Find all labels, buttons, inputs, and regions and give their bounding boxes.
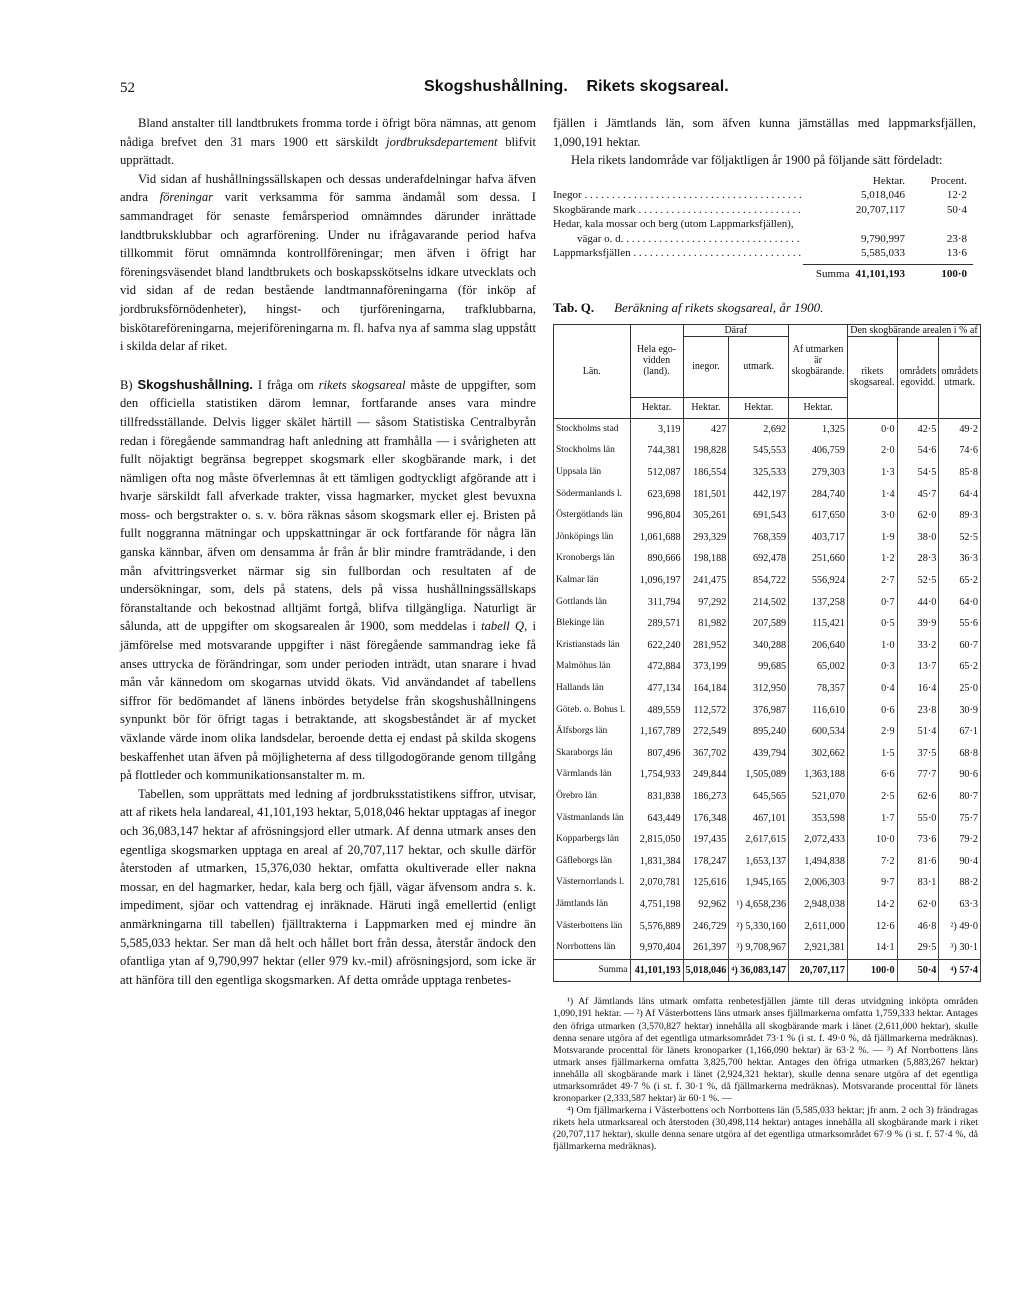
cell-value: 692,478 xyxy=(729,548,789,570)
cell-value: 289,571 xyxy=(630,613,683,635)
cell-value: 137,258 xyxy=(789,592,848,614)
dist-row: Inegor . . . 5,018,046 12·2 xyxy=(553,188,973,203)
county-name: Västmanlands län xyxy=(554,808,631,830)
unit-label: Hektar. xyxy=(729,397,789,418)
dist-row: Lappmarksfjällen . . . 5,585,033 13·6 xyxy=(553,246,973,261)
table-row xyxy=(554,527,981,549)
table-row xyxy=(554,808,981,830)
table-row xyxy=(554,505,981,527)
table-row xyxy=(554,700,981,722)
cell-value: 305,261 xyxy=(683,505,729,527)
cell-value: 89·3 xyxy=(939,505,981,527)
cell-value: 80·7 xyxy=(939,786,981,808)
cell-value: 14·1 xyxy=(847,937,897,959)
table-body xyxy=(554,418,981,981)
cell-value: 1,363,188 xyxy=(789,764,848,786)
cell-value: 1,096,197 xyxy=(630,570,683,592)
header-inegor: inegor. xyxy=(683,336,729,397)
cell-value: 2,617,615 xyxy=(729,829,789,851)
cell-value: 556,924 xyxy=(789,570,848,592)
cell-value: 367,702 xyxy=(683,743,729,765)
cell-value: 9·7 xyxy=(847,872,897,894)
cell-value: 198,828 xyxy=(683,440,729,462)
cell-value: 1·2 xyxy=(847,548,897,570)
cell-value: 81·6 xyxy=(897,851,939,873)
cell-value: 30·9 xyxy=(939,700,981,722)
cell-value: 1·7 xyxy=(847,808,897,830)
county-name: Kronobergs län xyxy=(554,548,631,570)
cell-value: 0·3 xyxy=(847,656,897,678)
paragraph: fjällen i Jämtlands län, som äfven kunna jämställas med lappmarksfjällen, 1,090,191 hektar. xyxy=(553,116,976,149)
cell-value: 65·2 xyxy=(939,570,981,592)
unit-label: Hektar. xyxy=(789,397,848,418)
cell-value: 467,101 xyxy=(729,808,789,830)
cell-value: 45·7 xyxy=(897,484,939,506)
cell-value: 88·2 xyxy=(939,872,981,894)
paragraph: Bland anstalter till landtbrukets fromma torde i öfrigt böra nämnas, att genom nådiga brefvet den 31 mars 1900 ett särskildt jordbruksdepartement blifvit upprättadt. xyxy=(120,116,537,168)
cell-value: 63·3 xyxy=(939,894,981,916)
cell-value: 77·7 xyxy=(897,764,939,786)
table-caption: Beräkning af rikets skogsareal, år 1900. xyxy=(614,300,824,316)
table-row xyxy=(554,764,981,786)
cell-value: 207,589 xyxy=(729,613,789,635)
running-head xyxy=(424,78,743,96)
cell-value: 744,381 xyxy=(630,440,683,462)
cell-value: 90·4 xyxy=(939,851,981,873)
paragraph: Vid sidan af hushållningssällskapen och dessas underafdelningar hafva äfven andra föreningar varit verksamma för samma ändamål som dessa. I sammandraget för senaste femårsperiod omnämndes därunder inrättade landtbruksklubbar och agrarförening. Under nu ifrågavarande period hafva tillkommit förut omnämnda kontrollföreningar; men äfven i öfrigt har föreningsväsendet bland landtbrukets och boskapsskötselns idkare utvecklats och vid sidan af de redan bestående landtmannaföreningarna (för inköp af jordbruksförnödenheter), hingst- och tjurföreningarna, trafklubbarna, biskötareföreningarna, mejeriföreningarna m. fl. hafva nya af samma slag uppstått i skilda delar af riket. xyxy=(120,171,536,354)
sum-row xyxy=(554,959,981,982)
sum-value: 20,707,117 xyxy=(789,959,848,982)
cell-value: 3,119 xyxy=(630,418,683,440)
cell-value: 623,698 xyxy=(630,484,683,506)
cell-value: 261,397 xyxy=(683,937,729,959)
county-name: Norrbottens län xyxy=(554,937,631,959)
cell-value: 85·8 xyxy=(939,462,981,484)
cell-value: 81,982 xyxy=(683,613,729,635)
cell-value: 2·9 xyxy=(847,721,897,743)
header-omradets-utmark: områdets utmark. xyxy=(939,336,981,418)
cell-value: 2,921,381 xyxy=(789,937,848,959)
cell-value: 768,359 xyxy=(729,527,789,549)
table-label: Tab. Q. xyxy=(553,300,595,316)
county-name: Södermanlands l. xyxy=(554,484,631,506)
county-name: Göteb. o. Bohus l. xyxy=(554,700,631,722)
cell-value: 521,070 xyxy=(789,786,848,808)
county-name: Västernorrlands l. xyxy=(554,872,631,894)
cell-value: 284,740 xyxy=(789,484,848,506)
cell-value: 251,660 xyxy=(789,548,848,570)
cell-value: 74·6 xyxy=(939,440,981,462)
cell-value: 311,794 xyxy=(630,592,683,614)
cell-value: 831,838 xyxy=(630,786,683,808)
cell-value: 340,288 xyxy=(729,635,789,657)
county-name: Hallands län xyxy=(554,678,631,700)
dist-row: Skogbärande mark . . . 20,707,117 50·4 xyxy=(553,203,973,218)
cell-value: 1,831,384 xyxy=(630,851,683,873)
county-name: Kalmar län xyxy=(554,570,631,592)
cell-value: 90·6 xyxy=(939,764,981,786)
cell-value: 52·5 xyxy=(897,570,939,592)
unit-label: Hektar. xyxy=(683,397,729,418)
cell-value: 439,794 xyxy=(729,743,789,765)
table-row xyxy=(554,418,981,440)
table-row xyxy=(554,743,981,765)
cell-value: 46·8 xyxy=(897,916,939,938)
cell-value: 176,348 xyxy=(683,808,729,830)
cell-value: 279,303 xyxy=(789,462,848,484)
cell-value: 0·6 xyxy=(847,700,897,722)
cell-value: 55·6 xyxy=(939,613,981,635)
cell-value: 2,692 xyxy=(729,418,789,440)
cell-value: 241,475 xyxy=(683,570,729,592)
cell-value: 97,292 xyxy=(683,592,729,614)
cell-value: 1·3 xyxy=(847,462,897,484)
table-row xyxy=(554,851,981,873)
cell-value: 890,666 xyxy=(630,548,683,570)
cell-value: 186,554 xyxy=(683,462,729,484)
cell-value: 312,950 xyxy=(729,678,789,700)
table-row xyxy=(554,786,981,808)
cell-value: 44·0 xyxy=(897,592,939,614)
cell-value: 68·8 xyxy=(939,743,981,765)
footnote: ⁴) Om fjällmarkerna i Västerbottens och Norrbottens län (5,585,033 hektar; jfr anm. 2 och 3) frändragas rikets hela utmarksareal och återstoden (30,498,114 hektar) antages innehålla all skogbärande mark i riket (20,707,117 hektar), skulle denna senare utgöra af det egentliga utmarksområdet 67·9 % (i st. f. 57·4 %, då fjällmarkerna medräknas). xyxy=(553,1105,978,1153)
cell-value: 54·5 xyxy=(897,462,939,484)
cell-value: 472,884 xyxy=(630,656,683,678)
county-name: Stockholms stad xyxy=(554,418,631,440)
cell-value: 2·5 xyxy=(847,786,897,808)
cell-value: 62·0 xyxy=(897,505,939,527)
cell-value: 65,002 xyxy=(789,656,848,678)
paragraph: Tabellen, som upprättats med ledning af jordbruksstatistikens siffror, utvisar, att af rikets hela landareal, 41,101,193 hektar, 5,018,046 hektar upptagas af inegor och 36,083,147 hektar af afrösningsjord eller utmark. Af denna utmark anses den egentliga skogsmarken upptaga en areal af 20,707,117 hektar, och skulle därför återstoden af utmarken, 15,376,030 hektar, omfatta okultiverade eller nakna mossar, en del hagmarker, hedar, kala berg och fjäll, vägar äfvensom andra s. k. impediment, sjöar och vattendrag ej inräknade. Häruti ingå emellertid (enligt anmärkningarna till tabellen) fjälltrakterna i Lappmarken med ej mindre än 5,585,033 hektar. Ser man då helt och hållet bort från dessa, återstår ändock den ofantliga ytan af 9,790,997 hektar (eller 979 kv.-mil) afrösningsjord, som icke är att hänföra till den egentliga skogsmarken. Af detta område upptaga renbetes- xyxy=(120,786,536,987)
county-name: Värmlands län xyxy=(554,764,631,786)
cell-value: 13·7 xyxy=(897,656,939,678)
cell-value: 1,653,137 xyxy=(729,851,789,873)
county-name: Malmöhus län xyxy=(554,656,631,678)
cell-value: 996,804 xyxy=(630,505,683,527)
cell-value: 645,565 xyxy=(729,786,789,808)
dist-sum-row: Summa 41,101,193 100·0 xyxy=(803,264,973,282)
cell-value: 617,650 xyxy=(789,505,848,527)
cell-value: 403,717 xyxy=(789,527,848,549)
cell-value: ²) 5,330,160 xyxy=(729,916,789,938)
sum-value: 41,101,193 xyxy=(630,959,683,982)
cell-value: 2,072,433 xyxy=(789,829,848,851)
section-label: B) xyxy=(120,377,133,392)
county-name: Gottlands län xyxy=(554,592,631,614)
table-row xyxy=(554,613,981,635)
cell-value: 600,534 xyxy=(789,721,848,743)
cell-value: 9,970,404 xyxy=(630,937,683,959)
cell-value: 115,421 xyxy=(789,613,848,635)
cell-value: ¹) 4,658,236 xyxy=(729,894,789,916)
cell-value: 23·8 xyxy=(897,700,939,722)
sum-value: ⁴) 57·4 xyxy=(939,959,981,982)
cell-value: 214,502 xyxy=(729,592,789,614)
cell-value: 186,273 xyxy=(683,786,729,808)
header-lan: Län. xyxy=(554,324,631,418)
page-number: 52 xyxy=(120,80,135,96)
county-name: Örebro län xyxy=(554,786,631,808)
county-name: Jönköpings län xyxy=(554,527,631,549)
table-row xyxy=(554,462,981,484)
county-name: Kristianstads län xyxy=(554,635,631,657)
cell-value: 42·5 xyxy=(897,418,939,440)
county-name: Stockholms län xyxy=(554,440,631,462)
cell-value: 1,754,933 xyxy=(630,764,683,786)
cell-value: 2·0 xyxy=(847,440,897,462)
cell-value: 25·0 xyxy=(939,678,981,700)
cell-value: 62·0 xyxy=(897,894,939,916)
dist-row: vägar o. d. . . . 9,790,997 23·8 xyxy=(553,232,973,247)
cell-value: 643,449 xyxy=(630,808,683,830)
cell-value: 65·2 xyxy=(939,656,981,678)
cell-value: 1,494,838 xyxy=(789,851,848,873)
header-daraf: Däraf xyxy=(683,324,789,336)
cell-value: 112,572 xyxy=(683,700,729,722)
section-title: Skogshushållning. xyxy=(137,376,254,392)
cell-value: 39·9 xyxy=(897,613,939,635)
county-name: Gäfleborgs län xyxy=(554,851,631,873)
table-row xyxy=(554,548,981,570)
cell-value: 0·7 xyxy=(847,592,897,614)
table-row xyxy=(554,440,981,462)
footnote: ¹) Af Jämtlands läns utmark omfatta renbetesfjällen jämte till deras utvidgning inköpta områden 1,090,191 hektar. — ²) Af Västerbottens läns utmark anses fjällmarkerna omfatta 1,759,333 hektar. Antages den öfriga utmarken (3,570,827 hektar) innehålla all skogbärande mark i länet (2,611,000 hektar), skulle denna senare utgöra af det egentliga utmarksområdet 73·1 % (i st. f. 49·0 %, då fjällmarkerna medräknas). Motsvarande procenttal för länets kronoparker (1,166,090 hektar) är 63·2 %. — ³) Af Norrbottens läns utmark anses fjällmarkerna omfatta 3,825,700 hektar. Antages den öfriga utmarken (5,883,267 hektar) innehålla all skogbärande mark i länet (2,924,321 hektar), skulle denna senare utgöra af det egentliga utmarksområdet 49·7 % (i st. f. 30·1 %, då fjällmarkerna medräknas). Motsvarande procenttal för länets kronoparker (2,333,587 hektar) är 60·1 %. — xyxy=(553,996,978,1105)
cell-value: 854,722 xyxy=(729,570,789,592)
paragraph: Hela rikets landområde var följaktligen år 1900 på följande sätt fördeladt: xyxy=(571,153,943,168)
cell-value: 64·0 xyxy=(939,592,981,614)
cell-value: 246,729 xyxy=(683,916,729,938)
table-row xyxy=(554,592,981,614)
table-row xyxy=(554,678,981,700)
table-row xyxy=(554,894,981,916)
cell-value: 12·6 xyxy=(847,916,897,938)
cell-value: 125,616 xyxy=(683,872,729,894)
cell-value: 2,815,050 xyxy=(630,829,683,851)
cell-value: 1·4 xyxy=(847,484,897,506)
cell-value: 1·9 xyxy=(847,527,897,549)
cell-value: 0·4 xyxy=(847,678,897,700)
cell-value: 1,167,789 xyxy=(630,721,683,743)
left-column xyxy=(120,114,536,989)
skogsareal-table xyxy=(553,324,981,982)
header-hela-egovidden: Hela ego-vidden (land). xyxy=(630,324,683,397)
cell-value: 2·7 xyxy=(847,570,897,592)
cell-value: 36·3 xyxy=(939,548,981,570)
table-row xyxy=(554,656,981,678)
cell-value: 178,247 xyxy=(683,851,729,873)
table-row xyxy=(554,937,981,959)
cell-value: 2,070,781 xyxy=(630,872,683,894)
cell-value: 691,543 xyxy=(729,505,789,527)
cell-value: 489,559 xyxy=(630,700,683,722)
cell-value: 198,188 xyxy=(683,548,729,570)
cell-value: 5,576,889 xyxy=(630,916,683,938)
col-procent: Procent. xyxy=(930,174,967,187)
cell-value: 7·2 xyxy=(847,851,897,873)
cell-value: 807,496 xyxy=(630,743,683,765)
cell-value: 83·1 xyxy=(897,872,939,894)
cell-value: 49·2 xyxy=(939,418,981,440)
county-name: Östergötlands län xyxy=(554,505,631,527)
cell-value: 55·0 xyxy=(897,808,939,830)
dist-row: Hedar, kala mossar och berg (utom Lappmarksfjällen), xyxy=(553,218,794,231)
section-paragraph: B) Skogshushållning. I fråga om rikets skogsareal måste de uppgifter, som den officiella statistiken därom lemnar, fortfarande anses vara mindre tillfredsställande. Delvis ligger skälet härtill — såsom Statistiska Centralbyrån redan i föregående sammandrag haft anledning att framhålla — i svårigheten att fullt nöjaktigt begränsa begreppet skogsmark eller skogbärande mark, i det nämligen ofta nog måste öfverlemnas åt ett tämligen godtyckligt afgörande att i hvarje särskildt fall afverkade trakter, vissa hagmarker, mycket glest bevuxna moss- och bergstrakter o. s. v. böra räknas såsom skogsmark eller ej. Bristen på fullt noggranna mätningar och uppskattningar är ock fortfarande för några län ganska kännbar, äfven om densamma år från år blir mindre framträdande, i den mån afvittringsverket närmar sig sin fullbordan och resultaten af de undersökningar, som, dels på statens, dels på vissa hushållningssällskaps föranstaltande och bekostnad alltjämt fortgå, blifva tillgängliga. Naturligt är sålunda, att de uppgifter om skogsarealen år 1900, som meddelas i tabell Q, i jämförelse med motsvarande uppgifter i näst föregående sammandrag ieke få anses uttrycka de förändringar, som under perioden inträdt, utan snarare i hvad mån vår kännedom om skogarnas utvidd ökats. Vid användandet af tabellens siffror för bedömandet af länens inbördes betydelse från skogshushållningens synpunkt bör för öfrigt tagas i betraktande, att skogsbeståndet är af mycket växlande värde inom olika landsdelar, beroende detta ej endast på skilda skogens beskaffenhet utan äfven på möjligheterna af dess tillgodogörande genom tillgång på flottleder och kommunikationsanstalter m. m. xyxy=(120,376,537,783)
table-row xyxy=(554,872,981,894)
cell-value: 62·6 xyxy=(897,786,939,808)
cell-value: 2,611,000 xyxy=(789,916,848,938)
cell-value: 181,501 xyxy=(683,484,729,506)
sum-label: Summa xyxy=(554,959,631,982)
table-title xyxy=(553,299,976,318)
cell-value: 325,533 xyxy=(729,462,789,484)
cell-value: 1,505,089 xyxy=(729,764,789,786)
cell-value: 1·0 xyxy=(847,635,897,657)
cell-value: 37·5 xyxy=(897,743,939,765)
header-utmark: utmark. xyxy=(729,336,789,397)
running-head-right: Rikets skogsareal. xyxy=(586,78,729,95)
cell-value: 92,962 xyxy=(683,894,729,916)
table-row xyxy=(554,635,981,657)
cell-value: ³) 30·1 xyxy=(939,937,981,959)
cell-value: 28·3 xyxy=(897,548,939,570)
cell-value: 272,549 xyxy=(683,721,729,743)
cell-value: ²) 49·0 xyxy=(939,916,981,938)
cell-value: ³) 9,708,967 xyxy=(729,937,789,959)
county-name: Skaraborgs län xyxy=(554,743,631,765)
cell-value: 249,844 xyxy=(683,764,729,786)
county-name: Jämtlands län xyxy=(554,894,631,916)
cell-value: 1,945,165 xyxy=(729,872,789,894)
county-name: Kopparbergs län xyxy=(554,829,631,851)
table-row xyxy=(554,829,981,851)
header-rikets: rikets skogsareal. xyxy=(847,336,897,418)
cell-value: 406,759 xyxy=(789,440,848,462)
cell-value: 1·5 xyxy=(847,743,897,765)
cell-value: 545,553 xyxy=(729,440,789,462)
footnotes xyxy=(553,996,978,1153)
cell-value: 54·6 xyxy=(897,440,939,462)
cell-value: 376,987 xyxy=(729,700,789,722)
table-row xyxy=(554,916,981,938)
county-name: Älfsborgs län xyxy=(554,721,631,743)
cell-value: 16·4 xyxy=(897,678,939,700)
sum-value: 100·0 xyxy=(847,959,897,982)
sum-value: 5,018,046 xyxy=(683,959,729,982)
cell-value: 99,685 xyxy=(729,656,789,678)
table-row xyxy=(554,484,981,506)
cell-value: 2,006,303 xyxy=(789,872,848,894)
cell-value: 38·0 xyxy=(897,527,939,549)
cell-value: 373,199 xyxy=(683,656,729,678)
cell-value: 116,610 xyxy=(789,700,848,722)
table-row xyxy=(554,570,981,592)
cell-value: 0·5 xyxy=(847,613,897,635)
cell-value: 0·0 xyxy=(847,418,897,440)
cell-value: 427 xyxy=(683,418,729,440)
cell-value: 293,329 xyxy=(683,527,729,549)
county-name: Blekinge län xyxy=(554,613,631,635)
cell-value: 29·5 xyxy=(897,937,939,959)
cell-value: 442,197 xyxy=(729,484,789,506)
cell-value: 78,357 xyxy=(789,678,848,700)
county-name: Västerbottens län xyxy=(554,916,631,938)
cell-value: 1,061,688 xyxy=(630,527,683,549)
cell-value: 3·0 xyxy=(847,505,897,527)
cell-value: 2,948,038 xyxy=(789,894,848,916)
cell-value: 10·0 xyxy=(847,829,897,851)
table-row xyxy=(554,721,981,743)
cell-value: 512,087 xyxy=(630,462,683,484)
cell-value: 73·6 xyxy=(897,829,939,851)
cell-value: 164,184 xyxy=(683,678,729,700)
cell-value: 895,240 xyxy=(729,721,789,743)
county-name: Uppsala län xyxy=(554,462,631,484)
distribution-table xyxy=(553,174,973,282)
cell-value: 622,240 xyxy=(630,635,683,657)
cell-value: 353,598 xyxy=(789,808,848,830)
cell-value: 4,751,198 xyxy=(630,894,683,916)
cell-value: 33·2 xyxy=(897,635,939,657)
cell-value: 75·7 xyxy=(939,808,981,830)
header-af-utmarken: Af utmarken är skogbärande. xyxy=(789,324,848,397)
cell-value: 302,662 xyxy=(789,743,848,765)
cell-value: 206,640 xyxy=(789,635,848,657)
header-omradets-egovidd: områdets egovidd. xyxy=(897,336,939,418)
sum-value: ⁴) 36,083,147 xyxy=(729,959,789,982)
cell-value: 52·5 xyxy=(939,527,981,549)
col-hektar: Hektar. xyxy=(872,174,905,187)
cell-value: 79·2 xyxy=(939,829,981,851)
cell-value: 14·2 xyxy=(847,894,897,916)
cell-value: 67·1 xyxy=(939,721,981,743)
cell-value: 1,325 xyxy=(789,418,848,440)
cell-value: 477,134 xyxy=(630,678,683,700)
cell-value: 6·6 xyxy=(847,764,897,786)
right-column xyxy=(553,114,976,1154)
cell-value: 60·7 xyxy=(939,635,981,657)
cell-value: 51·4 xyxy=(897,721,939,743)
unit-label: Hektar. xyxy=(630,397,683,418)
running-head-left: Skogshushållning. xyxy=(424,78,568,95)
sum-value: 50·4 xyxy=(897,959,939,982)
header-skogbarande-arealen: Den skogbärande arealen i % af xyxy=(847,324,980,336)
cell-value: 281,952 xyxy=(683,635,729,657)
cell-value: 197,435 xyxy=(683,829,729,851)
cell-value: 64·4 xyxy=(939,484,981,506)
